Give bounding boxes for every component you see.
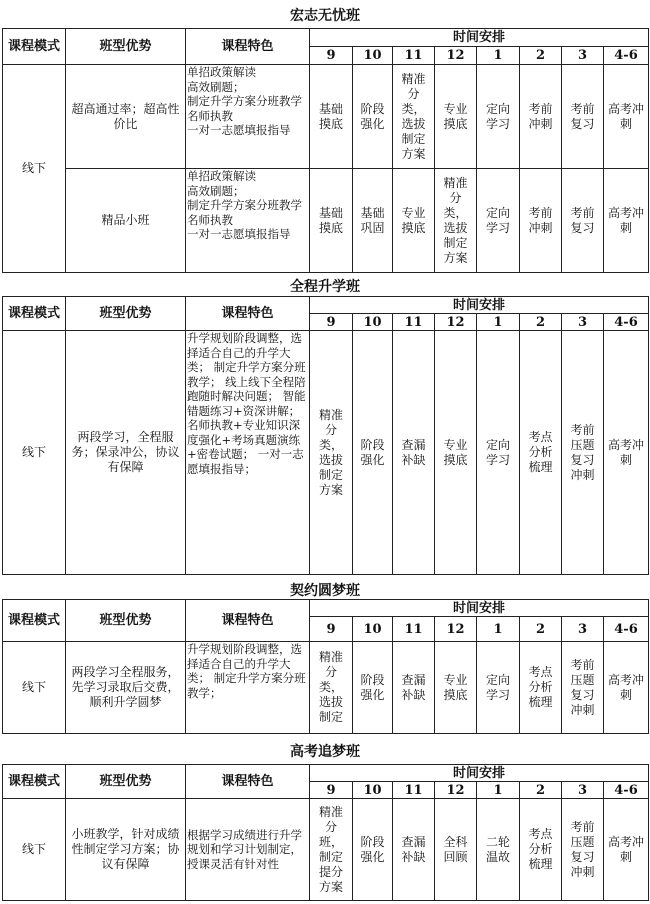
- schedule-cell: 精准 分 类， 选拔 制定: [310, 642, 353, 734]
- schedule-cell: 阶段 强化: [353, 642, 393, 734]
- schedule-cell: 查漏 补缺: [393, 642, 435, 734]
- schedule-cell: 定向 学习: [477, 169, 520, 273]
- schedule-cell: 考前 压题 复习 冲刺: [562, 799, 604, 901]
- schedule-cell: 高考冲 刺: [604, 65, 649, 169]
- month-header: 4-6: [604, 47, 649, 65]
- header-mode: 课程模式: [3, 29, 66, 65]
- schedule-cell: 考前 冲刺: [520, 169, 562, 273]
- header-features: 课程特色: [186, 600, 310, 642]
- schedule-cell: 阶段 强化: [353, 331, 393, 575]
- course-table: [2, 296, 649, 575]
- month-header: 9: [310, 47, 353, 65]
- schedule-cell: 专业 摸底: [435, 642, 477, 734]
- advantage-cell: 两段学习，全程服务；保录冲公，协议有保障: [66, 331, 186, 575]
- month-header: 11: [393, 617, 435, 642]
- features-cell: 根据学习成绩进行升学规划和学习计划制定，授课灵活有针对性: [186, 799, 310, 901]
- header-features: 课程特色: [186, 297, 310, 331]
- features-cell: 单招政策解读 高效刷题； 制定升学方案分班教学 名师执教 一对一志愿填报指导: [186, 169, 310, 273]
- month-header: 10: [353, 47, 393, 65]
- schedule-cell: 精准 分 班， 制定 提分 方案: [310, 799, 353, 901]
- month-header: 9: [310, 617, 353, 642]
- mode-cell: 线下: [3, 331, 66, 575]
- course-table: [2, 28, 649, 273]
- month-header: 4-6: [604, 617, 649, 642]
- header-advantage: 班型优势: [66, 29, 186, 65]
- course-table: [2, 599, 649, 734]
- schedule-cell: 基础 摸底: [310, 65, 353, 169]
- month-header: 2: [520, 47, 562, 65]
- schedule-cell: 基础 摸底: [310, 169, 353, 273]
- schedule-cell: 定向 学习: [477, 65, 520, 169]
- schedule-cell: 考前 复习: [562, 65, 604, 169]
- header-mode: 课程模式: [3, 297, 66, 331]
- section-title: 高考追梦班: [290, 744, 360, 760]
- schedule-cell: 精准 分 类， 选拔 制定 方案: [435, 169, 477, 273]
- header-advantage: 班型优势: [66, 765, 186, 799]
- section-title: 宏志无忧班: [290, 8, 360, 24]
- month-header: 1: [477, 617, 520, 642]
- mode-cell: 线下: [3, 799, 66, 901]
- advantage-cell: 两段学习全程服务，先学习录取后交费，顺利升学圆梦: [66, 642, 186, 734]
- schedule-cell: 精准 分 类， 选拔 制定 方案: [310, 331, 353, 575]
- month-header: 12: [435, 617, 477, 642]
- month-header: 4-6: [604, 782, 649, 799]
- month-header: 3: [562, 617, 604, 642]
- month-header: 12: [435, 782, 477, 799]
- month-header: 4-6: [604, 314, 649, 331]
- features-cell: 升学规划阶段调整，选择适合自己的升学大类； 制定升学方案分班教学；: [186, 642, 310, 734]
- schedule-cell: 专业 摸底: [435, 331, 477, 575]
- schedule-cell: 高考冲 刺: [604, 331, 649, 575]
- features-cell: 升学规划阶段调整，选择适合自己的升学大类； 制定升学方案分班教学； 线上线下全程陪跑随时解决问题； 智能错题练习+资深讲解； 名师执教+专业知识深度强化+考场真题演练+密卷试题； 一对一志愿填报指导；: [186, 331, 310, 575]
- month-header: 11: [393, 782, 435, 799]
- mode-cell: 线下: [3, 65, 66, 273]
- schedule-cell: 定向 学习: [477, 642, 520, 734]
- month-header: 10: [353, 314, 393, 331]
- header-advantage: 班型优势: [66, 297, 186, 331]
- month-header: 9: [310, 314, 353, 331]
- section-title: 契约圆梦班: [290, 583, 360, 599]
- schedule-cell: 查漏 补缺: [393, 799, 435, 901]
- month-header: 11: [393, 47, 435, 65]
- month-header: 9: [310, 782, 353, 799]
- month-header: 1: [477, 782, 520, 799]
- month-header: 12: [435, 47, 477, 65]
- schedule-cell: 精准 分 类， 选拔 制定 方案: [393, 65, 435, 169]
- section-title: 全程升学班: [290, 279, 360, 295]
- course-table: [2, 764, 649, 901]
- header-schedule: 时间安排: [310, 29, 649, 47]
- schedule-cell: 考前 压题 复习 冲刺: [562, 642, 604, 734]
- header-schedule: 时间安排: [310, 765, 649, 782]
- schedule-cell: 考前 压题 复习 冲刺: [562, 331, 604, 575]
- header-advantage: 班型优势: [66, 600, 186, 642]
- header-mode: 课程模式: [3, 765, 66, 799]
- header-schedule: 时间安排: [310, 600, 649, 617]
- schedule-cell: 专业 摸底: [435, 65, 477, 169]
- month-header: 3: [562, 782, 604, 799]
- schedule-cell: 高考冲 刺: [604, 169, 649, 273]
- features-cell: 单招政策解读 高效刷题； 制定升学方案分班教学 名师执教 一对一志愿填报指导: [186, 65, 310, 169]
- header-features: 课程特色: [186, 765, 310, 799]
- month-header: 2: [520, 314, 562, 331]
- month-header: 10: [353, 617, 393, 642]
- month-header: 11: [393, 314, 435, 331]
- schedule-cell: 阶段 强化: [353, 65, 393, 169]
- advantage-cell: 超高通过率；超高性价比: [66, 65, 186, 169]
- schedule-cell: 阶段 强化: [353, 799, 393, 901]
- header-schedule: 时间安排: [310, 297, 649, 314]
- schedule-cell: 考点 分析 梳理: [520, 331, 562, 575]
- schedule-cell: 考前 冲刺: [520, 65, 562, 169]
- month-header: 3: [562, 47, 604, 65]
- month-header: 10: [353, 782, 393, 799]
- schedule-cell: 专业 摸底: [393, 169, 435, 273]
- header-features: 课程特色: [186, 29, 310, 65]
- month-header: 1: [477, 47, 520, 65]
- advantage-cell: 小班教学，针对成绩性制定学习方案；协议有保障: [66, 799, 186, 901]
- schedule-cell: 考前 复习: [562, 169, 604, 273]
- schedule-cell: 全科 回顾: [435, 799, 477, 901]
- schedule-cell: 高考冲 刺: [604, 799, 649, 901]
- month-header: 1: [477, 314, 520, 331]
- schedule-cell: 定向 学习: [477, 331, 520, 575]
- month-header: 2: [520, 782, 562, 799]
- month-header: 2: [520, 617, 562, 642]
- schedule-cell: 二轮 温故: [477, 799, 520, 901]
- mode-cell: 线下: [3, 642, 66, 734]
- schedule-cell: 高考冲 刺: [604, 642, 649, 734]
- header-mode: 课程模式: [3, 600, 66, 642]
- month-header: 3: [562, 314, 604, 331]
- schedule-cell: 考点 分析 梳理: [520, 799, 562, 901]
- advantage-cell: 精品小班: [66, 169, 186, 273]
- schedule-cell: 考点 分析 梳理: [520, 642, 562, 734]
- schedule-cell: 查漏 补缺: [393, 331, 435, 575]
- schedule-cell: 基础 巩固: [353, 169, 393, 273]
- month-header: 12: [435, 314, 477, 331]
